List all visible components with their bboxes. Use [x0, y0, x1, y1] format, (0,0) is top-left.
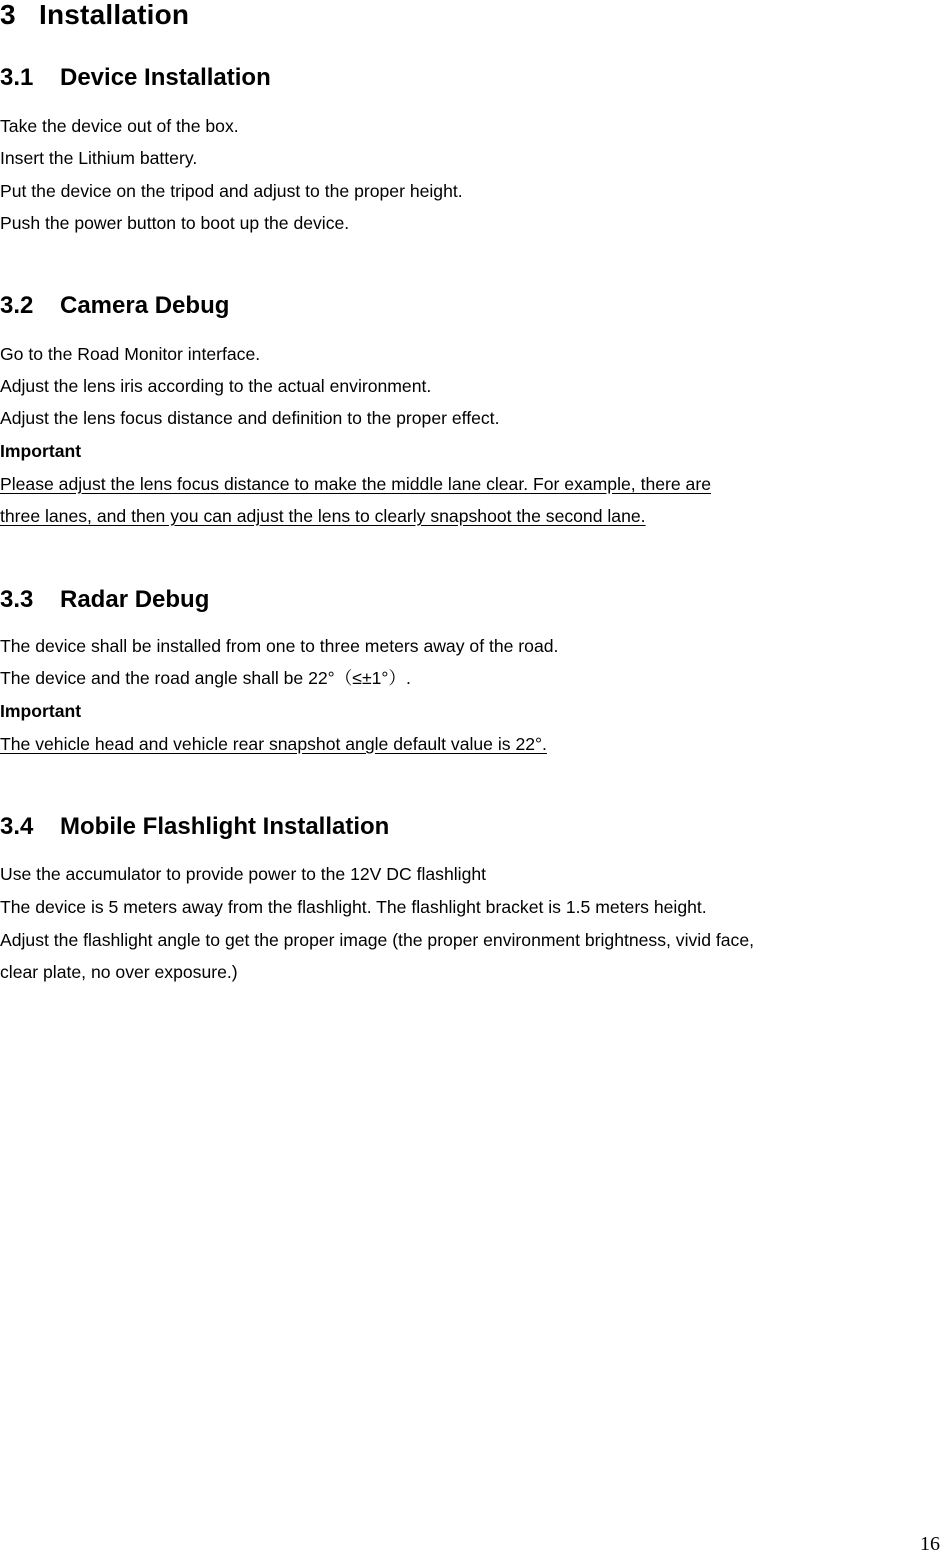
- section-title: Installation: [39, 0, 190, 30]
- subsection-title: Mobile Flashlight Installation: [60, 813, 390, 840]
- paragraph-line: Put the device on the tripod and adjust to the proper height.: [0, 181, 463, 201]
- paragraph-line: Push the power button to boot up the device.: [0, 213, 350, 233]
- subsection-number: 3.1: [0, 64, 34, 91]
- paragraph-line: Go to the Road Monitor interface.: [0, 344, 261, 364]
- paragraph-line: The device and the road angle shall be 22°（≤±1°）.: [0, 668, 411, 688]
- paragraph-line: Take the device out of the box.: [0, 116, 239, 136]
- subsection-heading-mobile-flashlight: [0, 813, 389, 841]
- paragraph-line: Adjust the lens iris according to the actual environment.: [0, 376, 432, 396]
- important-note-line: The vehicle head and vehicle rear snapshot angle default value is 22°.: [0, 734, 547, 754]
- subsection-heading-device-installation: [0, 64, 271, 92]
- important-label: Important: [0, 441, 82, 461]
- page-number: 16: [920, 1533, 940, 1555]
- paragraph-line: Adjust the lens focus distance and definition to the proper effect.: [0, 408, 500, 428]
- subsection-number: 3.4: [0, 813, 34, 840]
- subsection-number: 3.3: [0, 586, 34, 613]
- paragraph-line: The device is 5 meters away from the flashlight. The flashlight bracket is 1.5 meters height.: [0, 897, 707, 917]
- important-note-line: three lanes, and then you can adjust the lens to clearly snapshoot the second lane.: [0, 506, 646, 526]
- section-heading: [0, 0, 189, 30]
- paragraph-line: The device shall be installed from one to three meters away of the road.: [0, 636, 559, 656]
- subsection-heading-radar-debug: [0, 586, 209, 614]
- important-note-line: Please adjust the lens focus distance to make the middle lane clear. For example, there are: [0, 474, 711, 494]
- paragraph-line: clear plate, no over exposure.): [0, 962, 238, 982]
- subsection-heading-camera-debug: [0, 292, 229, 320]
- subsection-title: Radar Debug: [60, 586, 210, 613]
- paragraph-line: Use the accumulator to provide power to the 12V DC flashlight: [0, 864, 487, 884]
- paragraph-line: Adjust the flashlight angle to get the proper image (the proper environment brightness, vivid face,: [0, 930, 755, 950]
- subsection-title: Device Installation: [60, 64, 271, 91]
- important-label: Important: [0, 701, 82, 721]
- subsection-number: 3.2: [0, 292, 34, 319]
- section-number: 3: [0, 0, 16, 30]
- subsection-title: Camera Debug: [60, 292, 230, 319]
- paragraph-line: Insert the Lithium battery.: [0, 148, 198, 168]
